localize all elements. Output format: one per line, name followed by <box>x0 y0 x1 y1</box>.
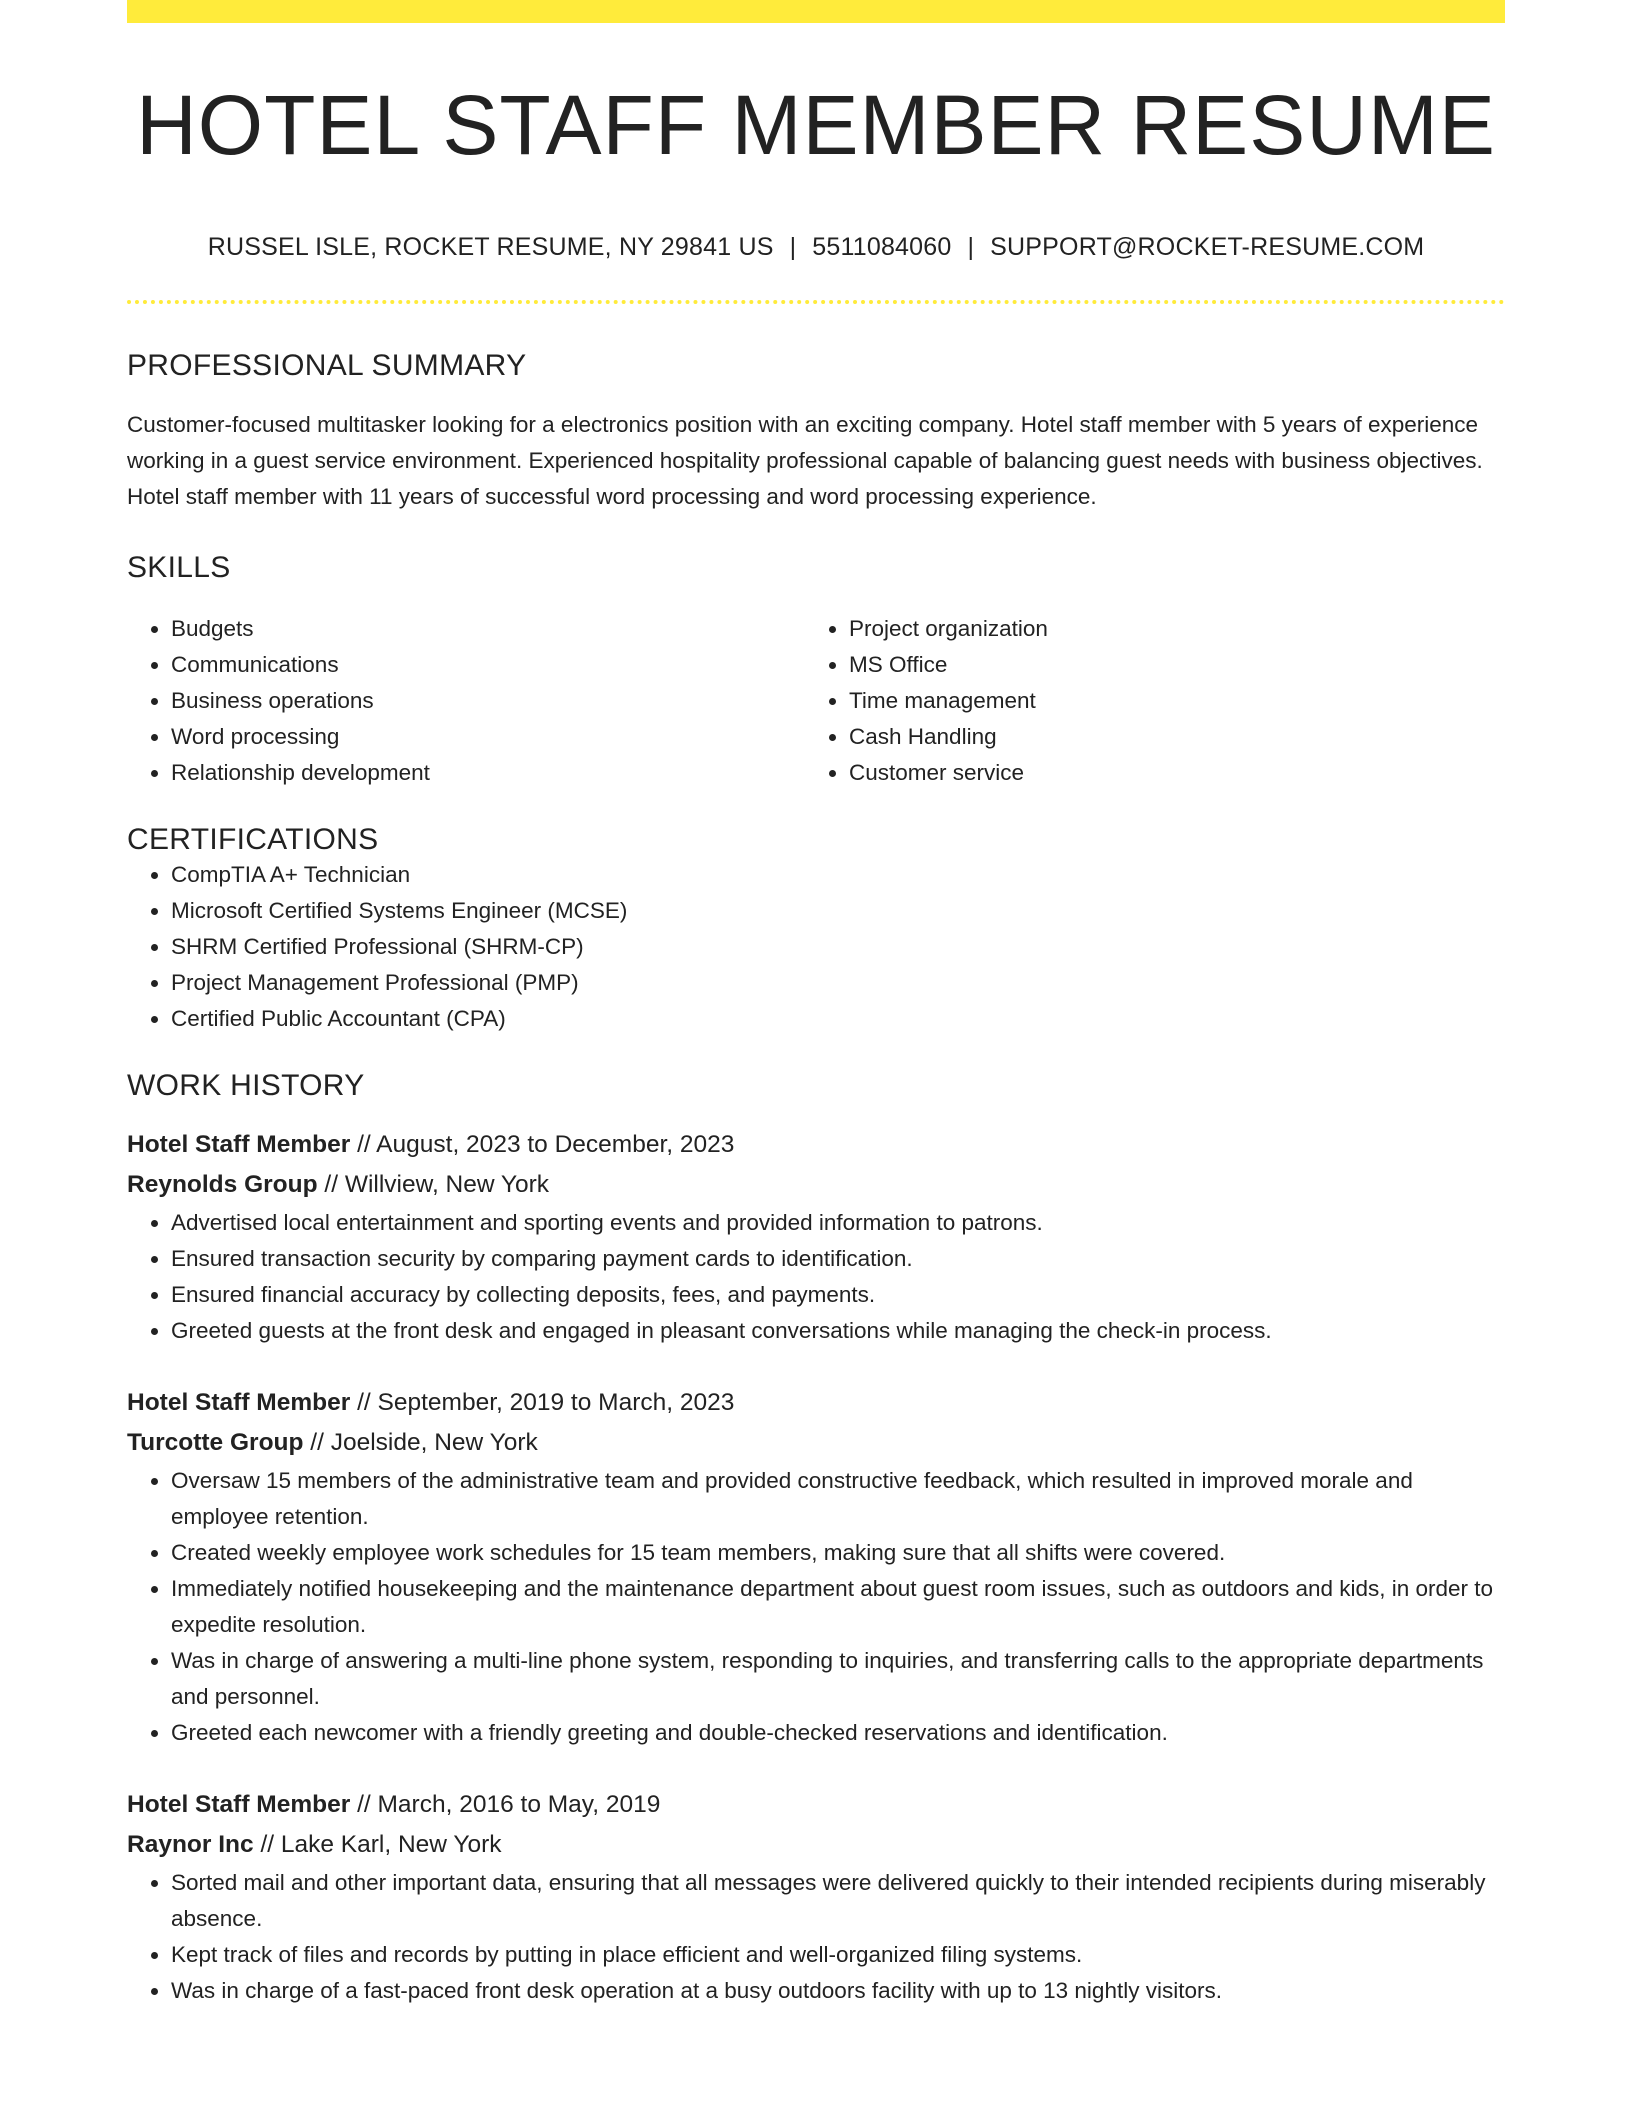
job-bullets <box>127 1865 1505 2009</box>
job-bullet: • Sorted mail and other important data, ensuring that all messages were delivered quickly to their intended recipients during miserably absence. <box>171 1865 1505 1937</box>
job-dates: September, 2019 to March, 2023 <box>377 1389 735 1416</box>
job-location: Lake Karl, New York <box>280 1831 502 1858</box>
job-title: Hotel Staff Member <box>127 1389 351 1416</box>
summary-heading: PROFESSIONAL SUMMARY <box>127 349 527 382</box>
job-company-line <box>127 1165 1505 1205</box>
resume-page <box>127 0 1505 2009</box>
skill-item: • Business operations <box>171 683 805 719</box>
certification-item: • Certified Public Accountant (CPA) <box>171 1001 1505 1037</box>
job-dates: March, 2016 to May, 2019 <box>377 1791 661 1818</box>
skill-item: • Time management <box>849 683 1483 719</box>
skill-item: • Project organization <box>849 611 1483 647</box>
job-bullet: • Oversaw 15 members of the administrative team and provided constructive feedback, which resulted in improved morale and employee retention. <box>171 1463 1505 1535</box>
job-separator: // <box>357 1131 371 1158</box>
summary-text: Customer-focused multitasker looking for a electronics position with an exciting company. Hotel staff member with 5 years of experience working in a guest service environment. Experienced hospitality professional capable of balancing guest needs with business objectives. Hotel staff member with 11 years of successful word processing and word processing experience. <box>127 412 1483 509</box>
skills-column-left <box>127 611 805 791</box>
skill-item: • Cash Handling <box>849 719 1483 755</box>
job-company-line <box>127 1423 1505 1463</box>
skills-column-right <box>805 611 1483 791</box>
dotted-divider <box>127 300 1505 304</box>
certification-item: • SHRM Certified Professional (SHRM-CP) <box>171 929 1505 965</box>
certifications-heading: CERTIFICATIONS <box>127 823 379 856</box>
job-separator: // <box>260 1831 275 1858</box>
job-separator: // <box>357 1389 371 1416</box>
job-company: Turcotte Group <box>127 1429 304 1456</box>
certification-item: • Project Management Professional (PMP) <box>171 965 1505 1001</box>
job-location: Joelside, New York <box>330 1429 538 1456</box>
skills-list-right <box>805 611 1483 791</box>
contact-address: RUSSEL ISLE, ROCKET RESUME, NY 29841 US <box>207 233 774 261</box>
job-bullet: • Greeted each newcomer with a friendly greeting and double-checked reservations and identification. <box>171 1715 1505 1751</box>
job-bullet: • Ensured transaction security by comparing payment cards to identification. <box>171 1241 1505 1277</box>
accent-top-bar <box>127 0 1505 23</box>
job-bullet: • Created weekly employee work schedules for 15 team members, making sure that all shifts were covered. <box>171 1535 1505 1571</box>
skills-heading: SKILLS <box>127 551 231 584</box>
skill-item: • Word processing <box>171 719 805 755</box>
job-company-line <box>127 1825 1505 1865</box>
resume-title: HOTEL STAFF MEMBER RESUME <box>136 78 1496 172</box>
job-bullets <box>127 1463 1505 1751</box>
work-history-heading: WORK HISTORY <box>127 1069 365 1102</box>
job-bullets <box>127 1205 1505 1349</box>
job-bullet: • Immediately notified housekeeping and the maintenance department about guest room issues, such as outdoors and kids, in order to expedite resolution. <box>171 1571 1505 1643</box>
skill-item: • Customer service <box>849 755 1483 791</box>
job-bullet: • Greeted guests at the front desk and engaged in pleasant conversations while managing the check-in process. <box>171 1313 1505 1349</box>
job-location: Willview, New York <box>344 1171 550 1198</box>
contact-email: SUPPORT@ROCKET-RESUME.COM <box>990 233 1425 261</box>
job-title: Hotel Staff Member <box>127 1131 351 1158</box>
job-bullet: • Was in charge of answering a multi-line phone system, responding to inquiries, and transferring calls to the appropriate departments and personnel. <box>171 1643 1505 1715</box>
job-title-line <box>127 1383 1505 1423</box>
job-separator: // <box>357 1791 371 1818</box>
job-bullet: • Advertised local entertainment and sporting events and provided information to patrons. <box>171 1205 1505 1241</box>
skill-item: • Communications <box>171 647 805 683</box>
job-title-line <box>127 1785 1505 1825</box>
contact-separator: | <box>967 233 975 261</box>
job-bullet: • Was in charge of a fast-paced front desk operation at a busy outdoors facility with up to 13 nightly visitors. <box>171 1973 1505 2009</box>
skills-list-left <box>127 611 805 791</box>
skills-grid <box>127 611 1505 791</box>
job-entry <box>127 1383 1505 1751</box>
skill-item: • Budgets <box>171 611 805 647</box>
job-separator: // <box>324 1171 339 1198</box>
job-company: Reynolds Group <box>127 1171 318 1198</box>
job-dates: August, 2023 to December, 2023 <box>376 1131 735 1158</box>
contact-line <box>127 233 1505 262</box>
job-bullet: • Ensured financial accuracy by collecting deposits, fees, and payments. <box>171 1277 1505 1313</box>
certification-item: • CompTIA A+ Technician <box>171 857 1505 893</box>
job-title: Hotel Staff Member <box>127 1791 351 1818</box>
certification-item: • Microsoft Certified Systems Engineer (MCSE) <box>171 893 1505 929</box>
certifications-list <box>127 857 1505 1037</box>
skill-item: • Relationship development <box>171 755 805 791</box>
job-company: Raynor Inc <box>127 1831 254 1858</box>
job-separator: // <box>310 1429 324 1456</box>
contact-separator: | <box>789 233 797 261</box>
skill-item: • MS Office <box>849 647 1483 683</box>
job-title-line <box>127 1125 1505 1165</box>
job-entry <box>127 1125 1505 1349</box>
job-bullet: • Kept track of files and records by putting in place efficient and well-organized filing systems. <box>171 1937 1505 1973</box>
job-entry <box>127 1785 1505 2009</box>
contact-phone: 5511084060 <box>812 233 952 261</box>
